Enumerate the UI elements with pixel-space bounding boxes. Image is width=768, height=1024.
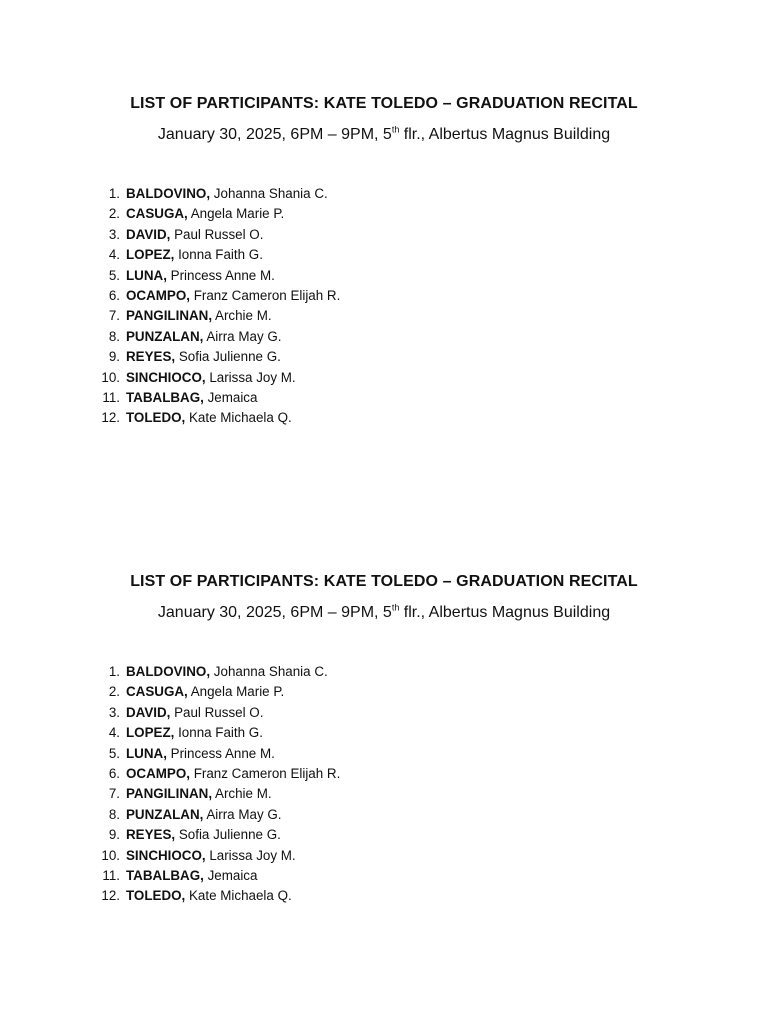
participant-given-name: Airra May G. bbox=[203, 328, 282, 344]
participant-given-name: Angela Marie P. bbox=[187, 684, 285, 700]
list-item bbox=[0, 805, 768, 825]
list-number: 4. bbox=[108, 247, 120, 263]
list-item bbox=[0, 886, 768, 906]
participant-surname: OCAMPO, bbox=[126, 765, 190, 781]
list-number: 12. bbox=[101, 410, 120, 426]
participant-given-name: Ionna Faith G. bbox=[174, 725, 263, 741]
event-details bbox=[0, 602, 768, 624]
floor-ordinal-suffix: th bbox=[391, 602, 400, 613]
participant-name bbox=[126, 866, 257, 886]
participant-given-name: Kate Michaela Q. bbox=[185, 410, 292, 426]
list-number: 7. bbox=[108, 308, 120, 324]
page-title: LIST OF PARTICIPANTS: KATE TOLEDO – GRADUATION RECITAL bbox=[130, 573, 638, 590]
participant-name bbox=[126, 245, 263, 265]
list-item bbox=[0, 682, 768, 702]
list-number: 12. bbox=[101, 888, 120, 904]
list-item bbox=[0, 204, 768, 224]
participant-name bbox=[126, 805, 282, 825]
event-venue: flr., Albertus Magnus Building bbox=[399, 126, 611, 143]
participant-given-name: Larissa Joy M. bbox=[205, 847, 296, 863]
participant-name bbox=[126, 846, 296, 866]
list-number: 6. bbox=[108, 287, 120, 303]
participant-surname: BALDOVINO, bbox=[126, 664, 211, 679]
participant-name bbox=[126, 662, 328, 682]
participant-name bbox=[126, 825, 281, 845]
participant-name bbox=[126, 225, 263, 245]
list-item bbox=[0, 825, 768, 845]
participant-given-name: Airra May G. bbox=[203, 806, 282, 822]
participant-list-section-1 bbox=[0, 92, 768, 429]
participant-name bbox=[126, 368, 296, 388]
participant-surname: REYES, bbox=[126, 827, 176, 843]
list-number: 11. bbox=[102, 867, 120, 883]
list-number: 1. bbox=[108, 664, 120, 679]
participant-given-name: Jemaica bbox=[203, 867, 258, 883]
participant-given-name: Paul Russel O. bbox=[170, 704, 264, 720]
participant-surname: PANGILINAN, bbox=[126, 786, 213, 802]
list-number: 11. bbox=[102, 389, 120, 405]
participant-surname: LUNA, bbox=[126, 267, 167, 283]
list-number: 8. bbox=[108, 806, 120, 822]
list-item bbox=[0, 184, 768, 204]
participant-given-name: Archie M. bbox=[212, 308, 272, 324]
participant-surname: OCAMPO, bbox=[126, 287, 190, 303]
list-number: 3. bbox=[108, 226, 120, 242]
event-venue: flr., Albertus Magnus Building bbox=[399, 604, 611, 621]
list-item bbox=[0, 245, 768, 265]
participant-given-name: Kate Michaela Q. bbox=[185, 888, 292, 904]
participant-name bbox=[126, 784, 272, 804]
participant-list-section-2 bbox=[0, 570, 768, 907]
list-item bbox=[0, 846, 768, 866]
list-number: 10. bbox=[101, 847, 120, 863]
participant-name bbox=[126, 408, 292, 428]
list-item bbox=[0, 347, 768, 367]
participant-given-name: Larissa Joy M. bbox=[205, 369, 296, 385]
participant-surname: TABALBAG, bbox=[126, 389, 204, 405]
participant-given-name: Franz Cameron Elijah R. bbox=[189, 765, 341, 781]
participant-name bbox=[126, 286, 340, 306]
event-date-time: January 30, 2025, 6PM – 9PM, 5 bbox=[157, 604, 392, 621]
participant-given-name: Sofia Julienne G. bbox=[175, 827, 281, 843]
participant-name bbox=[126, 184, 328, 204]
participant-given-name: Paul Russel O. bbox=[170, 226, 264, 242]
participant-given-name: Ionna Faith G. bbox=[174, 247, 263, 263]
list-item bbox=[0, 388, 768, 408]
participant-name bbox=[126, 347, 281, 367]
participant-surname: SINCHIOCO, bbox=[126, 847, 206, 863]
participant-given-name: Johanna Shania C. bbox=[210, 664, 328, 679]
participant-surname: PUNZALAN, bbox=[126, 328, 204, 344]
list-number: 3. bbox=[108, 704, 120, 720]
list-item bbox=[0, 662, 768, 682]
participant-surname: TOLEDO, bbox=[126, 410, 186, 426]
participant-name bbox=[126, 744, 275, 764]
participant-list bbox=[0, 184, 768, 429]
participant-surname: REYES, bbox=[126, 349, 176, 365]
participant-surname: TOLEDO, bbox=[126, 888, 186, 904]
participant-given-name: Johanna Shania C. bbox=[210, 186, 328, 201]
list-number: 5. bbox=[108, 745, 120, 761]
event-date-time: January 30, 2025, 6PM – 9PM, 5 bbox=[157, 126, 392, 143]
list-number: 9. bbox=[108, 349, 120, 365]
participant-surname: PUNZALAN, bbox=[126, 806, 204, 822]
list-item bbox=[0, 764, 768, 784]
participant-surname: SINCHIOCO, bbox=[126, 369, 206, 385]
participant-surname: CASUGA, bbox=[126, 684, 188, 700]
participant-name bbox=[126, 327, 282, 347]
participant-list bbox=[0, 662, 768, 907]
participant-name bbox=[126, 266, 275, 286]
list-number: 5. bbox=[108, 267, 120, 283]
list-item bbox=[0, 408, 768, 428]
participant-surname: BALDOVINO, bbox=[126, 186, 211, 201]
participant-given-name: Angela Marie P. bbox=[187, 206, 285, 222]
list-item bbox=[0, 703, 768, 723]
participant-name bbox=[126, 703, 263, 723]
participant-name bbox=[126, 306, 272, 326]
participant-surname: LUNA, bbox=[126, 745, 167, 761]
participant-surname: DAVID, bbox=[126, 704, 171, 720]
list-item bbox=[0, 723, 768, 743]
list-item bbox=[0, 225, 768, 245]
participant-given-name: Archie M. bbox=[212, 786, 272, 802]
list-number: 7. bbox=[108, 786, 120, 802]
list-number: 2. bbox=[108, 684, 120, 700]
list-number: 2. bbox=[108, 206, 120, 222]
participant-name bbox=[126, 204, 284, 224]
participant-name bbox=[126, 764, 340, 784]
participant-name bbox=[126, 388, 257, 408]
list-item bbox=[0, 306, 768, 326]
participant-given-name: Franz Cameron Elijah R. bbox=[189, 287, 341, 303]
participant-surname: CASUGA, bbox=[126, 206, 188, 222]
participant-surname: LOPEZ, bbox=[126, 725, 175, 741]
list-item bbox=[0, 266, 768, 286]
page-title: LIST OF PARTICIPANTS: KATE TOLEDO – GRADUATION RECITAL bbox=[130, 95, 638, 112]
participant-given-name: Sofia Julienne G. bbox=[175, 349, 281, 365]
list-number: 8. bbox=[108, 328, 120, 344]
participant-surname: PANGILINAN, bbox=[126, 308, 213, 324]
list-item bbox=[0, 286, 768, 306]
list-number: 1. bbox=[108, 186, 120, 201]
participant-given-name: Princess Anne M. bbox=[166, 267, 275, 283]
list-number: 4. bbox=[108, 725, 120, 741]
list-number: 6. bbox=[108, 765, 120, 781]
participant-name bbox=[126, 682, 284, 702]
list-number: 10. bbox=[101, 369, 120, 385]
list-item bbox=[0, 368, 768, 388]
list-item bbox=[0, 784, 768, 804]
event-details bbox=[0, 124, 768, 146]
floor-ordinal-suffix: th bbox=[391, 124, 400, 135]
participant-given-name: Princess Anne M. bbox=[166, 745, 275, 761]
participant-name bbox=[126, 723, 263, 743]
list-item bbox=[0, 866, 768, 886]
list-item bbox=[0, 327, 768, 347]
participant-name bbox=[126, 886, 292, 906]
participant-given-name: Jemaica bbox=[203, 389, 258, 405]
participant-surname: DAVID, bbox=[126, 226, 171, 242]
participant-surname: TABALBAG, bbox=[126, 867, 204, 883]
participant-surname: LOPEZ, bbox=[126, 247, 175, 263]
list-item bbox=[0, 744, 768, 764]
list-number: 9. bbox=[108, 827, 120, 843]
